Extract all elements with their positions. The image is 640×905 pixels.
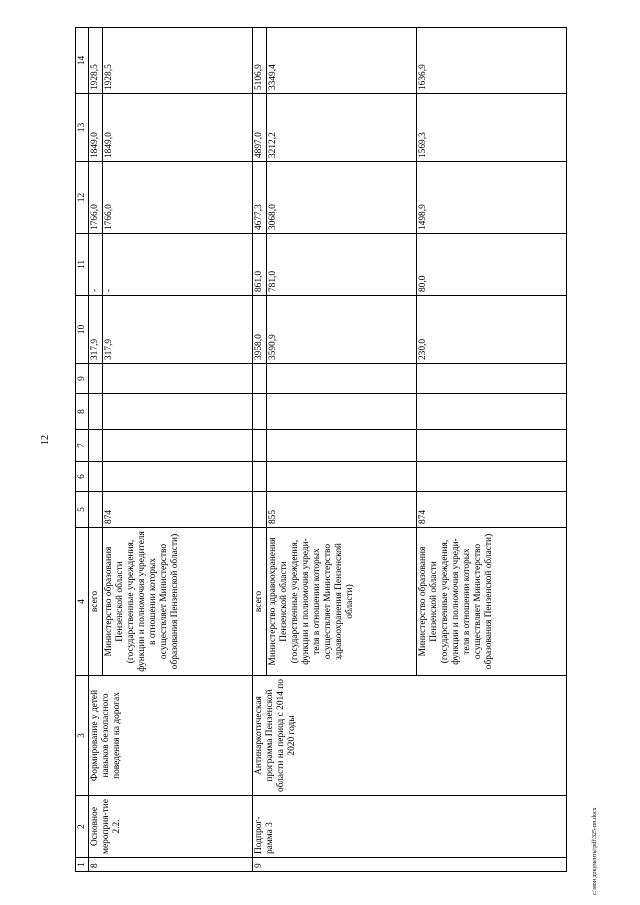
footer-file-path: c:\мои документы\pdf\325-пп.docx [592,807,598,895]
code-cell [253,492,267,528]
value-cell: 1928,5 [89,28,103,94]
value-cell: 4897,0 [253,94,267,162]
value-cell: 1498,9 [417,162,567,234]
empty-cell [89,364,103,394]
col-header: 1 [76,858,89,872]
row-number: 8 [89,858,253,872]
empty-cell [89,394,103,430]
empty-cell [253,462,267,492]
event-name: Антинаркотическая программа Пензенской области на период с 2014 по 2020 годы [253,676,567,796]
col-header: 8 [76,394,89,430]
value-cell: 1569,3 [417,94,567,162]
empty-cell [89,462,103,492]
col-header: 13 [76,94,89,162]
value-cell: 3958,0 [253,296,267,364]
value-cell: 317,9 [89,296,103,364]
table-row [253,28,267,872]
code-cell: 874 [417,492,567,528]
executor: Министерство образования Пензенской области (государственные учреждения, функции и полномочия учреди-теля в отношении которых осуществляет Министерство образования Пензенской области) [417,528,567,676]
budget-table [75,27,567,872]
empty-cell [267,364,417,394]
empty-cell [267,462,417,492]
code-cell [89,492,103,528]
empty-cell [253,430,267,462]
col-header: 7 [76,430,89,462]
value-cell: 230,0 [417,296,567,364]
value-cell: 1849,0 [89,94,103,162]
col-header: 10 [76,296,89,364]
empty-cell [89,430,103,462]
empty-cell [253,364,267,394]
row-number: 9 [253,858,567,872]
empty-cell [103,394,253,430]
value-cell: 1928,5 [103,28,253,94]
col-header: 2 [76,796,89,858]
event-type: Подпрог-рамма 3 [253,796,567,858]
value-cell: 1766,0 [103,162,253,234]
executor: всего [89,528,103,676]
empty-cell [267,394,417,430]
empty-cell [417,430,567,462]
value-cell: 5106,9 [253,28,267,94]
value-cell: 80,0 [417,234,567,296]
col-header: 11 [76,234,89,296]
value-cell: 861,0 [253,234,267,296]
executor: Министерство здравоохранения Пензенской области (государственные учреждения, функции и полномочия учреди-теля в отношении которых осуществляет Министерство здравоохранения Пензенской области) [267,528,417,676]
value-cell: 1849,0 [103,94,253,162]
value-cell: 3349,4 [267,28,417,94]
value-cell: 3590,9 [267,296,417,364]
empty-cell [103,430,253,462]
col-header: 5 [76,492,89,528]
value-cell: 3068,0 [267,162,417,234]
col-header: 3 [76,676,89,796]
value-cell: 1636,9 [417,28,567,94]
column-number-row [76,28,89,872]
col-header: 14 [76,28,89,94]
value-cell: 1766,0 [89,162,103,234]
value-cell: 317,9 [103,296,253,364]
table-row [89,28,103,872]
executor: всего [253,528,267,676]
col-header: 4 [76,528,89,676]
value-cell: 3212,2 [267,94,417,162]
rotated-table-container [75,28,618,872]
executor: Министерство образования Пензенской области (государственные учреждения, функции и полномочия учредителя в отношении которых осуществляет Министерство образования Пензенской области) [103,528,253,676]
empty-cell [253,394,267,430]
col-header: 6 [76,462,89,492]
empty-cell [267,430,417,462]
empty-cell [103,462,253,492]
value-cell: - [89,234,103,296]
col-header: 12 [76,162,89,234]
empty-cell [417,462,567,492]
empty-cell [417,364,567,394]
value-cell: - [103,234,253,296]
event-type: Основное мероприя-тие 2.2. [89,796,253,858]
event-name: Формирование у детей навыков безопасного поведения на дорогах [89,676,253,796]
code-cell: 855 [267,492,417,528]
col-header: 9 [76,364,89,394]
value-cell: 781,0 [267,234,417,296]
empty-cell [103,364,253,394]
page-number: 12 [40,435,51,445]
empty-cell [417,394,567,430]
value-cell: 4677,3 [253,162,267,234]
code-cell: 874 [103,492,253,528]
